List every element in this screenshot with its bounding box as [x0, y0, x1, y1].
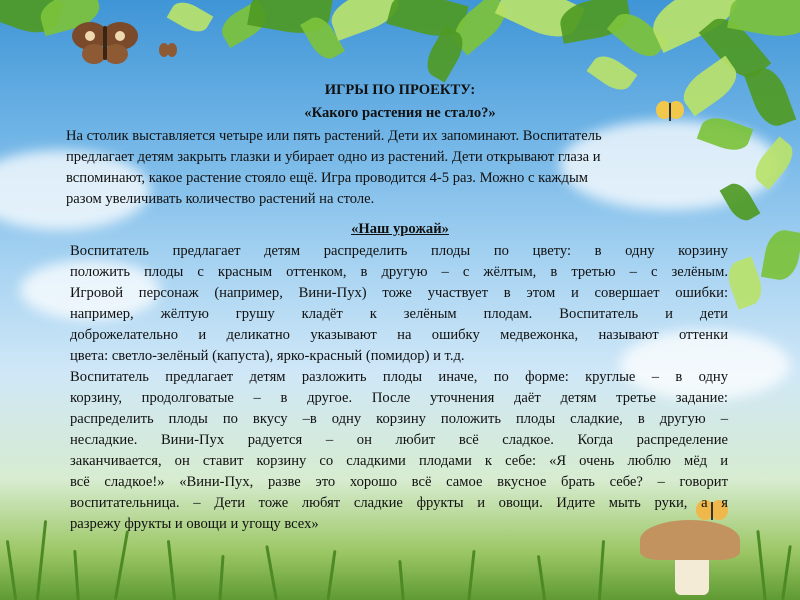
- text-line: вспоминают, какое растение стояло ещё. Игра проводится 4-5 раз. Можно с каждым: [66, 170, 588, 186]
- text-line: воспитательница. – Дети тоже любят сладкие фрукты и овощи. Идите мыть руки, а я: [70, 495, 728, 511]
- game1-title: «Какого растения не стало?»: [304, 105, 496, 121]
- text-line: заканчивается, он ставит корзину со сладкими плодами к себе: «Я очень люблю мёд и: [70, 453, 728, 469]
- text-line: цвета: светло-зелёный (капуста), ярко-красный (помидор) и т.д.: [70, 348, 465, 364]
- text-line: Игровой персонаж (например, Вини-Пух) тоже участвует в этом и совершает ошибки:: [70, 285, 728, 301]
- section-heading: ИГРЫ ПО ПРОЕКТУ:: [324, 82, 476, 98]
- game2-title: «Наш урожай»: [351, 221, 449, 237]
- game2-paragraph-1: [70, 241, 728, 367]
- text-line: разом увеличивать количество растений на столе.: [66, 191, 375, 207]
- text-line: доброжелательно и деликатно указывают на ошибку медвежонка, называют оттенки: [70, 327, 728, 343]
- text-line: положить плоды с красным оттенком, в другую – с жёлтым, в третью – с зелёным.: [70, 264, 728, 280]
- text-line: корзину, продолговатые – в другое. После уточнения даёт детям третье задание:: [70, 390, 728, 406]
- text-line: Воспитатель предлагает детям распределить плоды по цвету: в одну корзину: [70, 243, 728, 259]
- game2-paragraph-2: [70, 367, 728, 535]
- text-line: например, жёлтую грушу кладёт к зелёным плодам. Воспитатель и дети: [70, 306, 728, 322]
- text-line: На столик выставляется четыре или пять растений. Дети их запоминают. Воспитатель: [66, 128, 602, 144]
- text-line: предлагает детям закрыть глазки и убирает одно из растений. Дети открывают глаза и: [66, 149, 601, 165]
- text-line: несладкие. Вини-Пух радуется – он любит всё сладкое. Когда распределение: [70, 432, 728, 448]
- text-line: разрежу фрукты и овощи и угощу всех»: [70, 516, 319, 532]
- text-line: всё сладкое!» «Вини-Пух, разве это хорошо всё самое вкусное брать себе? – говорит: [70, 474, 728, 490]
- text-line: распределить плоды по вкусу –в одну корзину положить плоды сладкие, в другую –: [70, 411, 728, 427]
- game1-description: [66, 126, 716, 210]
- text-line: Воспитатель предлагает детям разложить плоды иначе, по форме: круглые – в одну: [70, 369, 728, 385]
